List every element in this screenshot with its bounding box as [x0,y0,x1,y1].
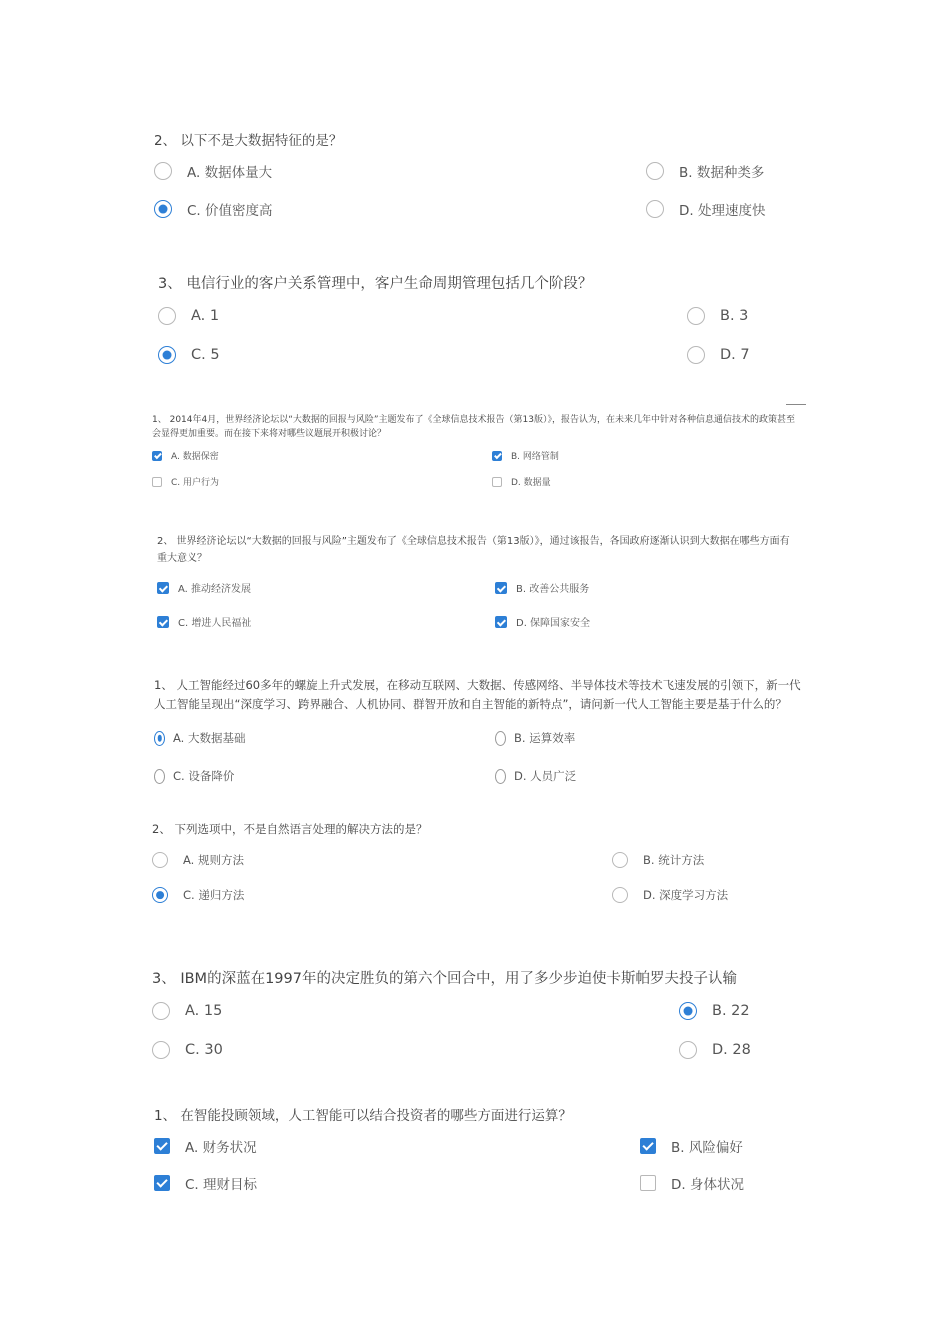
option-c[interactable] [154,199,273,219]
option-b[interactable] [646,161,764,181]
option-label: B. 运算效率 [514,731,576,745]
radio-button-icon[interactable] [612,852,628,868]
question-title: 2、 以下不是大数据特征的是？ [154,133,343,149]
option-a[interactable] [152,1002,222,1020]
radio-button-icon[interactable] [687,307,705,325]
option-label: B. 数据种类多 [679,165,765,181]
checkbox-icon[interactable] [152,477,162,487]
radio-button-icon[interactable] [154,769,165,784]
option-label: B. 统计方法 [643,853,705,867]
checkbox-icon[interactable] [154,1175,170,1191]
page-edge-mark [786,404,806,405]
option-label: D. 深度学习方法 [643,888,729,902]
radio-button-icon[interactable] [687,346,705,364]
option-label: C. 递归方法 [183,888,245,902]
option-label: D. 处理速度快 [679,203,766,219]
radio-button-icon[interactable] [154,200,172,218]
option-c[interactable] [152,475,219,488]
checkbox-icon[interactable] [152,451,162,461]
option-a[interactable] [152,852,244,868]
checkbox-icon[interactable] [640,1175,656,1191]
radio-button-icon[interactable] [679,1002,697,1020]
option-b[interactable] [679,1002,750,1020]
checkbox-icon[interactable] [492,477,502,487]
option-c[interactable] [152,887,244,903]
option-d[interactable] [687,346,750,364]
option-b[interactable] [612,852,704,868]
radio-button-icon[interactable] [646,162,664,180]
radio-button-icon[interactable] [152,887,168,903]
option-a[interactable] [157,580,251,595]
radio-button-icon[interactable] [152,1041,170,1059]
option-d[interactable] [495,768,576,784]
radio-button-icon[interactable] [152,852,168,868]
option-label: A. 数据保密 [171,452,219,462]
option-c[interactable] [158,346,220,364]
radio-button-icon[interactable] [612,887,628,903]
radio-button-icon[interactable] [154,731,165,746]
option-a[interactable] [154,730,245,746]
option-label: D. 人员广泛 [514,769,577,783]
option-b[interactable] [495,580,589,595]
option-b[interactable] [492,449,559,462]
option-c[interactable] [154,1173,257,1193]
checkbox-icon[interactable] [495,616,507,628]
question-title: 1、 在智能投顾领域，人工智能可以结合投资者的哪些方面进行运算？ [154,1108,572,1124]
option-label: C. 30 [185,1042,223,1058]
option-d[interactable] [679,1041,751,1059]
option-b[interactable] [687,307,748,325]
option-label: B. 22 [712,1003,750,1019]
option-b[interactable] [640,1136,743,1156]
radio-button-icon[interactable] [158,307,176,325]
radio-button-icon[interactable] [154,162,172,180]
checkbox-icon[interactable] [154,1138,170,1154]
option-label: D. 数据量 [511,478,551,488]
radio-button-icon[interactable] [679,1041,697,1059]
radio-button-icon[interactable] [158,346,176,364]
option-label: B. 风险偏好 [671,1140,743,1156]
option-label: A. 推动经济发展 [178,584,252,595]
option-label: D. 保障国家安全 [516,618,591,629]
radio-button-icon[interactable] [495,769,506,784]
option-label: A. 大数据基础 [173,731,246,745]
question-title: 2、 世界经济论坛以“大数据的回报与风险”主题发布了《全球信息技术报告（第13版）》，通过该报告，各国政府逐渐认识到大数据在哪些方面有重大意义？ [157,536,790,564]
option-a[interactable] [152,449,219,462]
option-d[interactable] [495,614,590,629]
checkbox-icon[interactable] [640,1138,656,1154]
option-label: C. 理财目标 [185,1177,258,1193]
option-c[interactable] [154,768,234,784]
radio-button-icon[interactable] [152,1002,170,1020]
option-label: B. 网络管制 [511,452,559,462]
option-c[interactable] [157,614,251,629]
checkbox-icon[interactable] [157,616,169,628]
option-label: D. 28 [712,1042,751,1058]
question-title: 1、 人工智能经过60多年的螺旋上升式发展，在移动互联网、大数据、传感网络、半导体技术等技术飞速发展的引领下，新一代人工智能呈现出“深度学习、跨界融合、人机协同、群智开放和自主智能的新特点”，请问新一代人工智能主要是基于什么的？ [154,678,801,711]
option-label: A. 1 [191,308,220,324]
option-label: C. 用户行为 [171,478,220,488]
option-d[interactable] [612,887,728,903]
option-label: C. 5 [191,347,220,363]
option-label: D. 身体状况 [671,1177,744,1193]
checkbox-icon[interactable] [492,451,502,461]
option-a[interactable] [154,161,272,181]
radio-button-icon[interactable] [495,731,506,746]
option-label: C. 增进人民福祉 [178,618,252,629]
option-label: C. 设备降价 [173,769,235,783]
option-d[interactable] [492,475,551,488]
option-label: A. 财务状况 [185,1140,257,1156]
question-title: 3、 电信行业的客户关系管理中，客户生命周期管理包括几个阶段？ [158,276,593,292]
option-c[interactable] [152,1041,223,1059]
option-b[interactable] [495,730,575,746]
option-label: A. 数据体量大 [187,165,273,181]
option-label: A. 15 [185,1003,223,1019]
option-a[interactable] [158,307,219,325]
question-title: 3、 IBM的深蓝在1997年的决定胜负的第六个回合中，用了多少步迫使卡斯帕罗夫投子认输 [152,971,737,987]
option-label: A. 规则方法 [183,853,244,867]
checkbox-icon[interactable] [157,582,169,594]
question-title: 1、 2014年4月，世界经济论坛以“大数据的回报与风险”主题发布了《全球信息技术报告（第13版）》，报告认为，在未来几年中针对各种信息通信技术的政策甚至会显得更加重要。而在接下来将对哪些议题展开积极讨论？ [152,415,795,439]
option-d[interactable] [646,199,765,219]
checkbox-icon[interactable] [495,582,507,594]
option-label: B. 3 [720,308,749,324]
radio-button-icon[interactable] [646,200,664,218]
option-label: C. 价值密度高 [187,203,273,219]
question-title: 2、 下列选项中，不是自然语言处理的解决方法的是？ [152,822,428,836]
option-label: B. 改善公共服务 [516,584,590,595]
option-a[interactable] [154,1136,257,1156]
option-label: D. 7 [720,347,750,363]
option-d[interactable] [640,1173,744,1193]
